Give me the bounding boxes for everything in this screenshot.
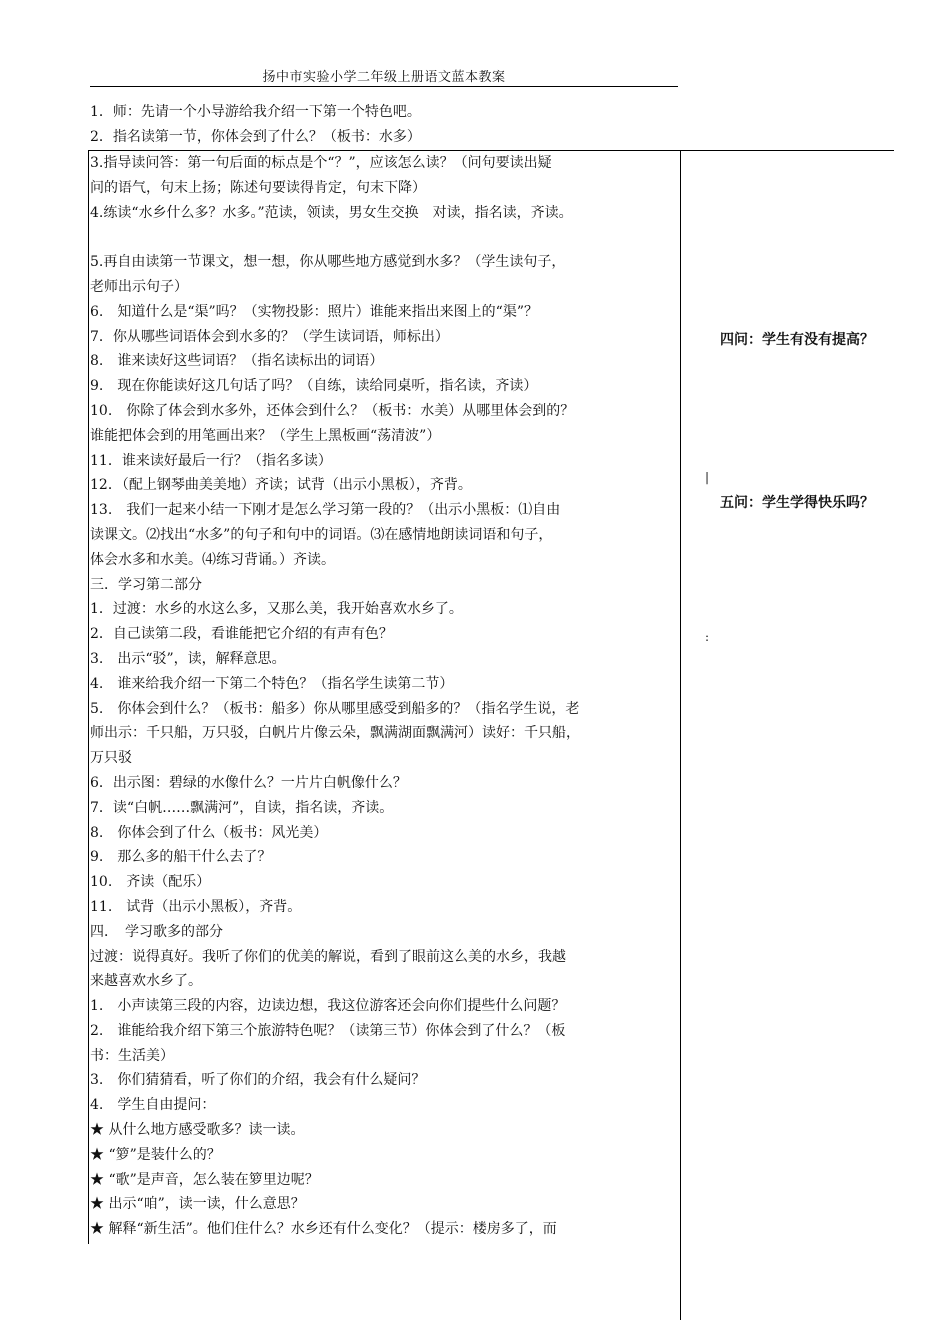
body-line: 万只驳 <box>90 750 132 767</box>
body-line: 1．过渡：水乡的水这么多，又那么美，我开始喜欢水乡了。 <box>90 601 463 618</box>
margin-mark: | <box>705 470 710 484</box>
body-line: 7．你从哪些词语体会到水多的？（学生读词语，师标出） <box>90 328 449 345</box>
body-line: 11. 试背（出示小黑板），齐背。 <box>90 898 302 915</box>
body-line: 四． 学习歌多的部分 <box>90 923 223 940</box>
body-line: 11．谁来读好最后一行？（指名多读） <box>90 452 332 469</box>
body-line: 7．读“白帆……飘满河”，自读，指名读，齐读。 <box>90 799 394 816</box>
body-line: 三．学习第二部分 <box>90 576 202 593</box>
body-line: ★ “歌”是声音，怎么装在箩里边呢？ <box>90 1171 319 1188</box>
body-line: 谁能把体会到的用笔画出来？（学生上黑板画“荡清波”） <box>90 427 441 444</box>
body-line: 1. 小声读第三段的内容，边读边想，我这位游客还会向你们提些什么问题？ <box>90 998 566 1015</box>
body-line: 8. 你体会到了什么（板书：风光美） <box>90 824 328 841</box>
body-line: 书：生活美） <box>90 1047 174 1064</box>
body-line: 老师出示句子） <box>90 278 188 295</box>
table-left-border <box>88 150 89 1244</box>
body-line: 10. 齐读（配乐） <box>90 874 211 891</box>
table-column-divider <box>680 150 681 1320</box>
body-line: 过渡：说得真好。我听了你们的优美的解说，看到了眼前这么美的水乡，我越 <box>90 948 566 965</box>
body-line: 6. 知道什么是“渠”吗？（实物投影：照片）谁能来指出来图上的“渠”？ <box>90 303 538 320</box>
body-line: 6．出示图：碧绿的水像什么？一片片白帆像什么？ <box>90 774 407 791</box>
top-line: 1．师：先请一个小导游给我介绍一下第一个特色吧。 <box>90 104 421 120</box>
margin-mark: : <box>705 630 710 644</box>
body-line: ★ 从什么地方感受歌多？读一读。 <box>90 1122 305 1139</box>
body-line: 5. 你体会到什么？（板书：船多）你从哪里感受到船多的？（指名学生说，老 <box>90 700 580 717</box>
body-line: 3.指导读问答：第一句后面的标点是个“？”，应该怎么读？（问句要读出疑 <box>90 155 552 171</box>
body-line: 13. 我们一起来小结一下刚才是怎么学习第一段的？（出示小黑板：⑴自由 <box>90 502 561 519</box>
body-line: 4. 学生自由提问： <box>90 1097 216 1114</box>
margin-note-five: 五问：学生学得快乐吗？ <box>720 495 874 511</box>
body-line: 5.再自由读第一节课文，想一想，你从哪些地方感觉到水多？（学生读句子， <box>90 254 566 271</box>
lesson-plan-body <box>90 151 658 1242</box>
body-line: ★ 出示“咱”，读一读，什么意思？ <box>90 1196 305 1213</box>
body-line: 问的语气，句末上扬；陈述句要读得肯定，句末下降） <box>90 179 426 196</box>
page-header-title: 扬中市实验小学二年级上册语文蓝本教案 <box>262 70 506 85</box>
body-line: 9. 那么多的船干什么去了？ <box>90 849 272 866</box>
body-line: 12．（配上钢琴曲美美地）齐读；试背（出示小黑板），齐背。 <box>90 477 472 494</box>
body-line: 8. 谁来读好这些词语？（指名读标出的词语） <box>90 353 384 370</box>
body-line: ★ 解释“新生活”。他们住什么？水乡还有什么变化？（提示：楼房多了，而 <box>90 1221 557 1238</box>
top-lines <box>90 100 678 149</box>
header-rule <box>90 86 678 87</box>
body-line: 体会水多和水美。⑷练习背诵。）齐读。 <box>90 551 335 568</box>
body-line: 读课文。⑵找出“水多”的句子和句中的词语。⑶在感情地朗读词语和句子， <box>90 526 553 543</box>
body-line: 师出示：千只船，万只驳，白帆片片像云朵，飘满湖面飘满河）读好：千只船， <box>90 725 580 742</box>
body-line: 2．自己读第二段，看谁能把它介绍的有声有色？ <box>90 626 393 643</box>
body-line: ★ “箩”是装什么的？ <box>90 1146 221 1163</box>
top-line: 2．指名读第一节，你体会到了什么？（板书：水多） <box>90 128 421 145</box>
body-line: 4. 谁来给我介绍一下第二个特色？（指名学生读第二节） <box>90 675 454 692</box>
blank-line <box>90 225 658 250</box>
body-line: 2. 谁能给我介绍下第三个旅游特色呢？（读第三节）你体会到了什么？（板 <box>90 1022 566 1039</box>
margin-note-four: 四问：学生有没有提高？ <box>720 332 874 348</box>
body-line: 3. 出示“驳”，读，解释意思。 <box>90 650 286 667</box>
body-line: 4.练读“水乡什么多？水多。”范读，领读，男女生交换 对读，指名读，齐读。 <box>90 204 573 221</box>
body-line: 10. 你除了体会到水多外，还体会到什么？（板书：水美）从哪里体会到的？ <box>90 402 575 419</box>
body-line: 9. 现在你能读好这几句话了吗？（自练，读给同桌听，指名读，齐读） <box>90 378 538 395</box>
body-line: 3. 你们猜猜看，听了你们的介绍，我会有什么疑问？ <box>90 1072 426 1089</box>
body-line: 来越喜欢水乡了。 <box>90 973 202 990</box>
